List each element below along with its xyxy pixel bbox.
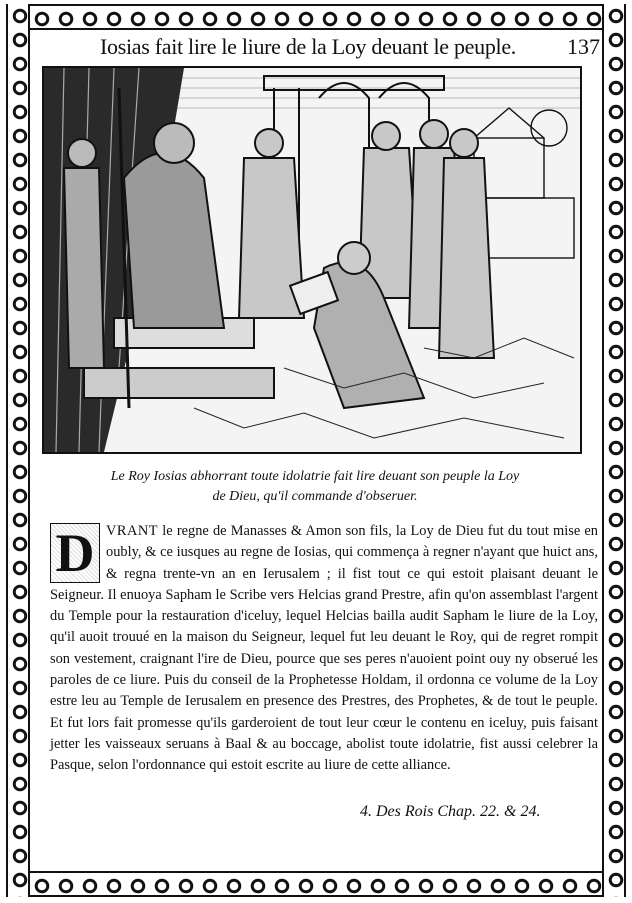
body-paragraph (50, 521, 598, 777)
drop-cap: D (50, 523, 100, 583)
scripture-reference: 4. Des Rois Chap. 22. & 24. (360, 803, 541, 820)
page-header (40, 30, 600, 60)
woodcut-illustration (42, 66, 582, 454)
border-top (6, 4, 626, 30)
page-title: Iosias fait lire le liure de la Loy deuant le peuple. (100, 34, 516, 59)
page-number: 137 (567, 34, 600, 59)
caption-line-1: Le Roy Iosias abhorrant toute idolatrie fait lire deuant son peuple la Loy (110, 469, 520, 484)
woodcut-drawing (44, 68, 580, 452)
body-text: le regne de Manasses & Amon son fils, la Loy de Dieu fut du tout mise en oubly, & ce iusques au regne de Iosias, qui commença à regner n'ayant que huict ans, & regna trente-vn an en Ierusalem ; il fist tout ce qui estoit plaisant deuant le Seigneur. Il enuoya Sapham le Scribe vers Helcias grand Prestre, afin qu'on assemblast l'argent du Temple pour la restauration d'iceluy, lequel Helcias bailla audit Sapham le liure de la Loy, qu'il auoit trouué en la maison du Seigneur, lequel fut leu deuant le Roy, qui de regret rompit son vestement, craignant l'ire de Dieu, pource que ses peres n'auoient point ouy ny obserué les paroles de ce liure. Puis du conseil de la Prophetesse Holdam, il ordonna ce volume de la Loy estre leu au Temple de Ierusalem en presence des Prestres, des Prophetes, & de tout le peuple. Et fut lors fait promesse qu'ils garderoient de tout leur cœur le contenu en iceluy, puis faisant jetter les vaisseaux seruans à Baal & au boccage, abolist toute idolatrie, fist aussi celebrer la Pasque, selon l'ordonnance qui estoit escrite au liure de cette alliance. (50, 523, 598, 774)
woodcut-caption (60, 467, 570, 507)
border-right (602, 4, 626, 897)
border-left (6, 4, 30, 897)
first-word: VRANT (106, 523, 159, 539)
caption-line-2: de Dieu, qu'il commande d'obseruer. (212, 489, 418, 504)
border-bottom (6, 871, 626, 897)
